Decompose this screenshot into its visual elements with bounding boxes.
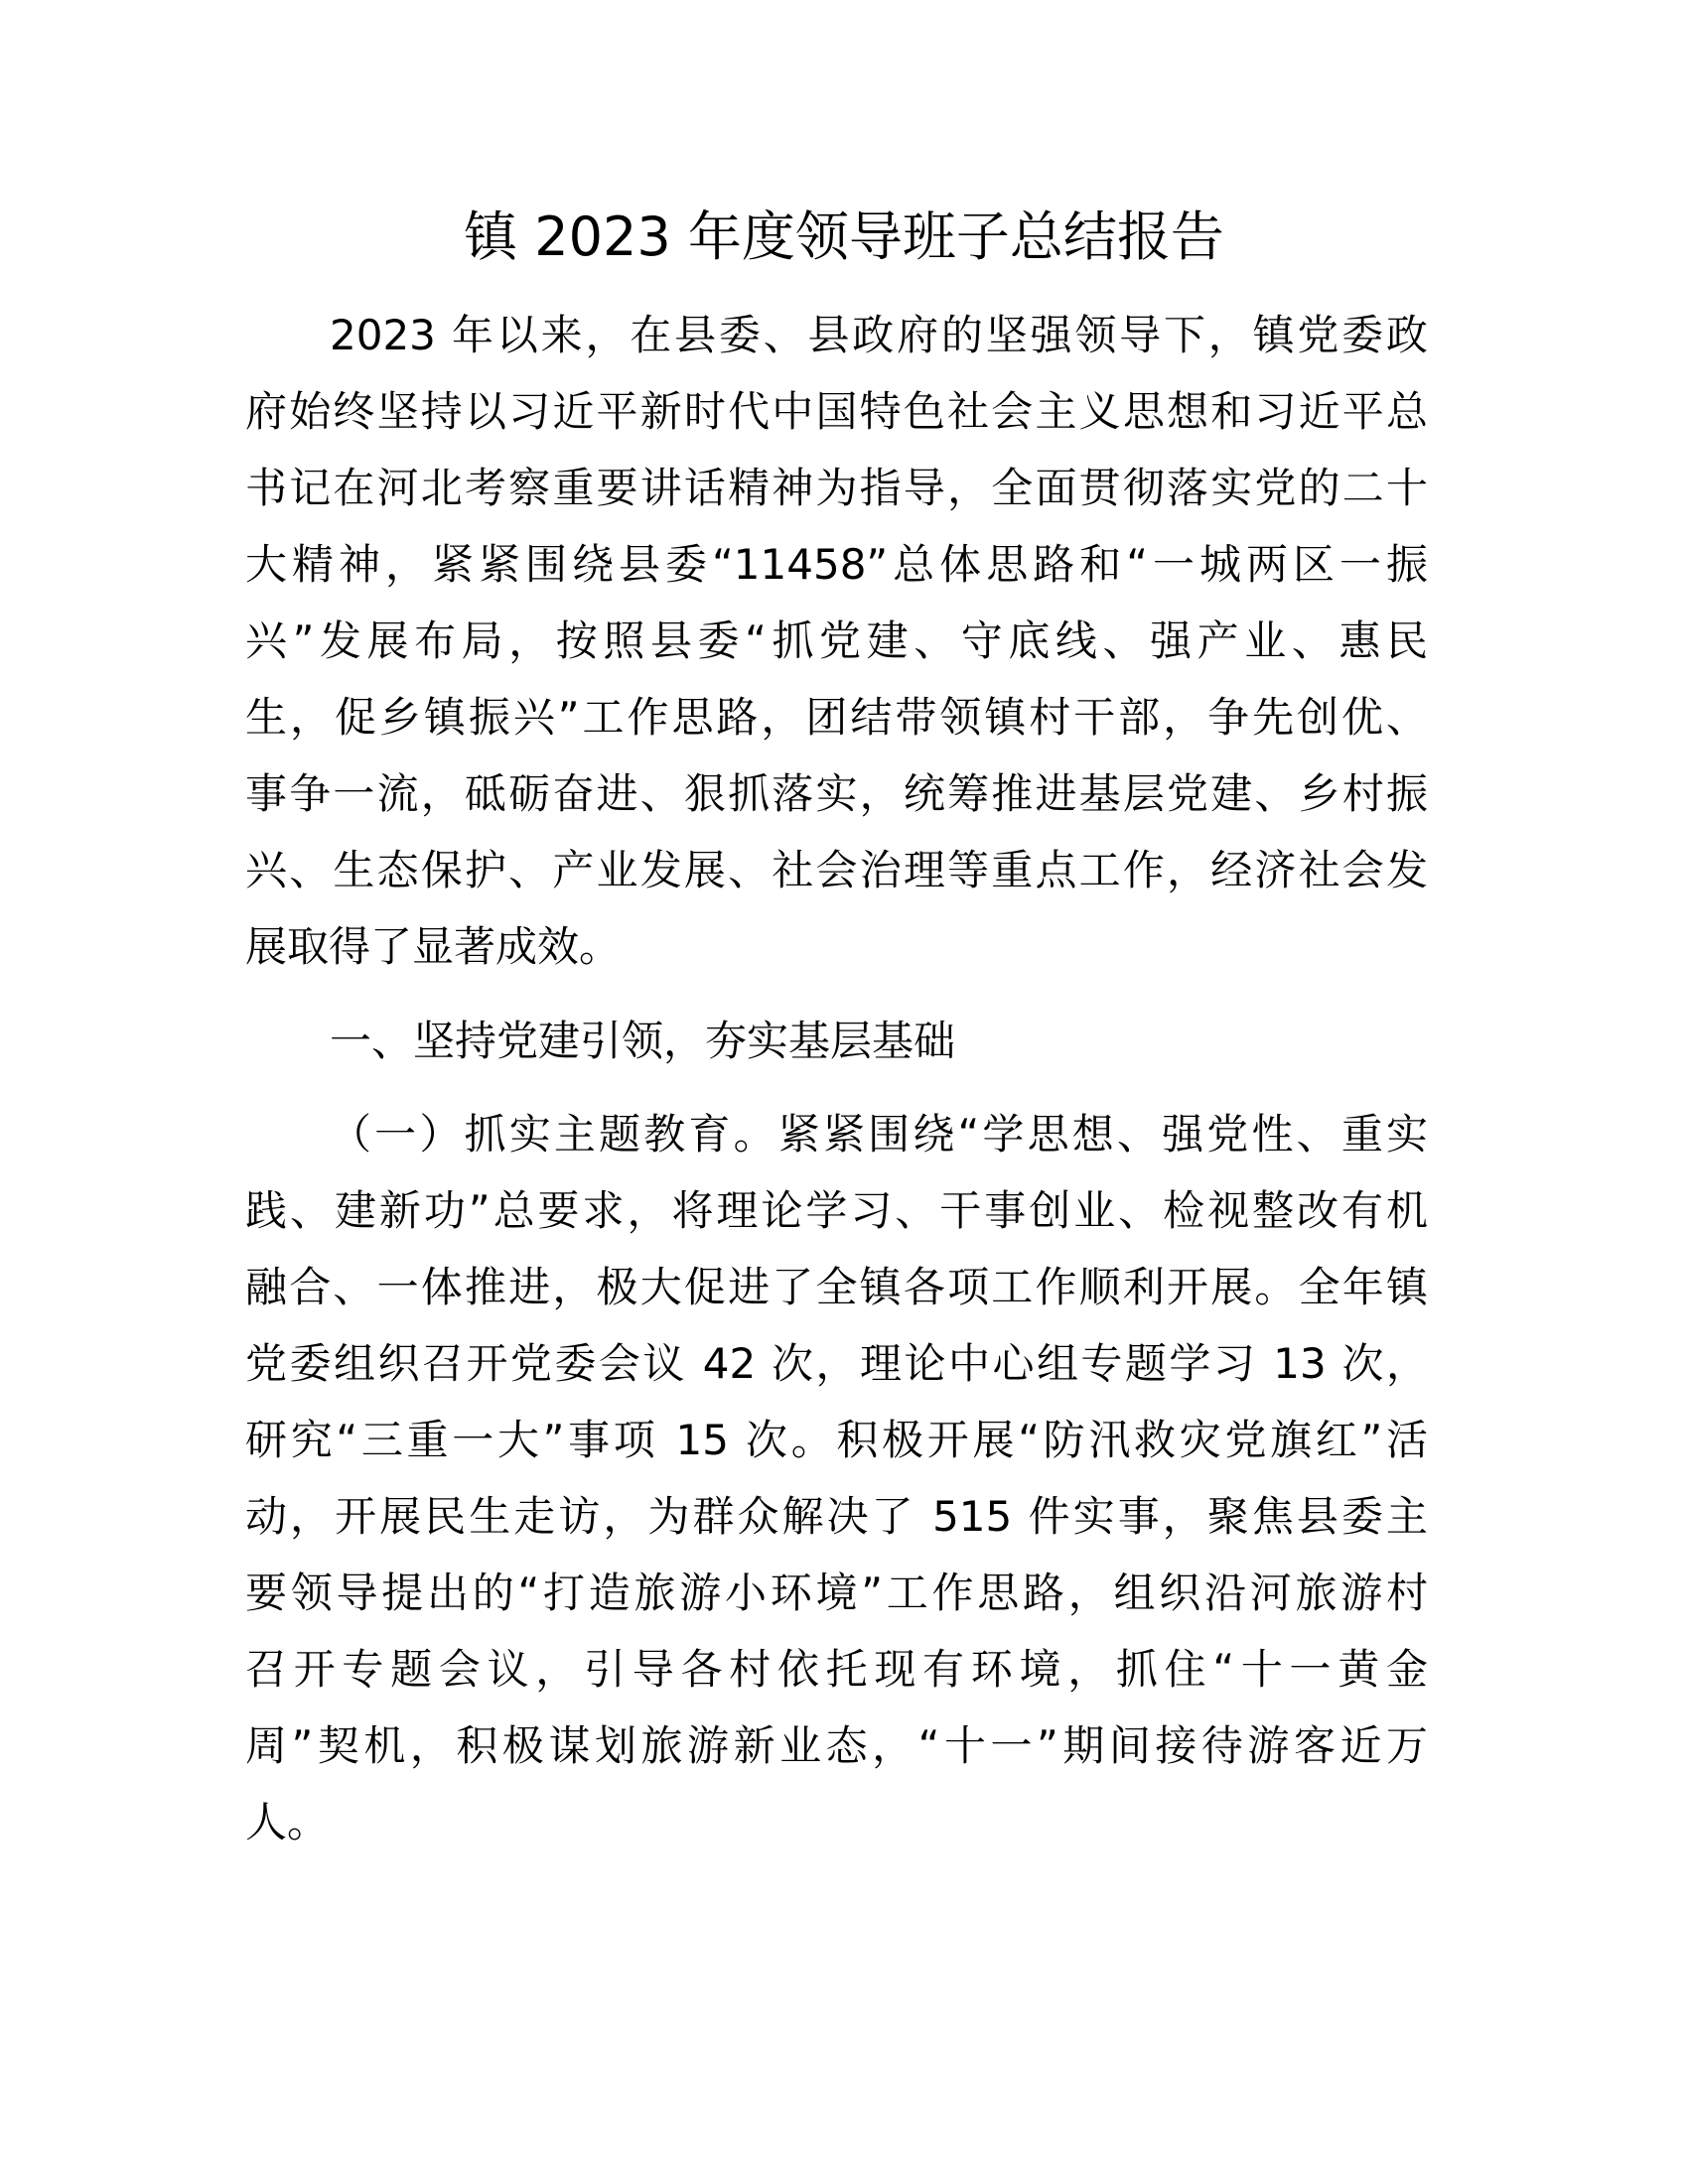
section-heading: 一、坚持党建引领，夯实基层基础 [330, 1017, 956, 1065]
paragraph-line: 事争一流，砥砺奋进、狠抓落实，统筹推进基层党建、乡村振 [245, 769, 1428, 818]
paragraph-line: 兴、生态保护、产业发展、社会治理等重点工作，经济社会发 [245, 846, 1428, 894]
paragraph-line: 书记在河北考察重要讲话精神为指导，全面贯彻落实党的二十 [245, 464, 1428, 512]
paragraph-line: 党委组织召开党委会议 42 次，理论中心组专题学习 13 次， [245, 1339, 1428, 1388]
paragraph-line: 融合、一体推进，极大促进了全镇各项工作顺利开展。全年镇 [245, 1263, 1428, 1311]
paragraph-line: 大精神，紧紧围绕县委“11458”总体思路和“一城两区一振 [245, 540, 1428, 589]
document-title: 镇 2023 年度领导班子总结报告 [464, 205, 1224, 268]
paragraph-line: 人。 [245, 1798, 330, 1846]
paragraph-line: （一）抓实主题教育。紧紧围绕“学思想、强党性、重实 [330, 1110, 1428, 1159]
paragraph-line: 生，促乡镇振兴”工作思路，团结带领镇村干部，争先创优、 [245, 693, 1428, 742]
paragraph-line: 动，开展民生走访，为群众解决了 515 件实事，聚焦县委主 [245, 1492, 1428, 1541]
document-body [245, 297, 1428, 1860]
paragraph-line: 践、建新功”总要求，将理论学习、干事创业、检视整改有机 [245, 1186, 1428, 1235]
intro-paragraph [245, 297, 1428, 985]
paragraph-line: 兴”发展布局，按照县委“抓党建、守底线、强产业、惠民 [245, 616, 1428, 665]
paragraph-line: 2023 年以来，在县委、县政府的坚强领导下，镇党委政 [330, 311, 1428, 359]
paragraph-line: 要领导提出的“打造旅游小环境”工作思路，组织沿河旅游村 [245, 1569, 1428, 1617]
subsection-paragraph [245, 1096, 1428, 1860]
paragraph-line: 周”契机，积极谋划旅游新业态，“十一”期间接待游客近万 [245, 1721, 1428, 1770]
paragraph-line: 府始终坚持以习近平新时代中国特色社会主义思想和习近平总 [245, 387, 1428, 436]
paragraph-line: 研究“三重一大”事项 15 次。积极开展“防汛救灾党旗红”活 [245, 1416, 1428, 1464]
paragraph-line: 展取得了显著成效。 [245, 922, 622, 971]
paragraph-line: 召开专题会议，引导各村依托现有环境，抓住“十一黄金 [245, 1645, 1428, 1694]
